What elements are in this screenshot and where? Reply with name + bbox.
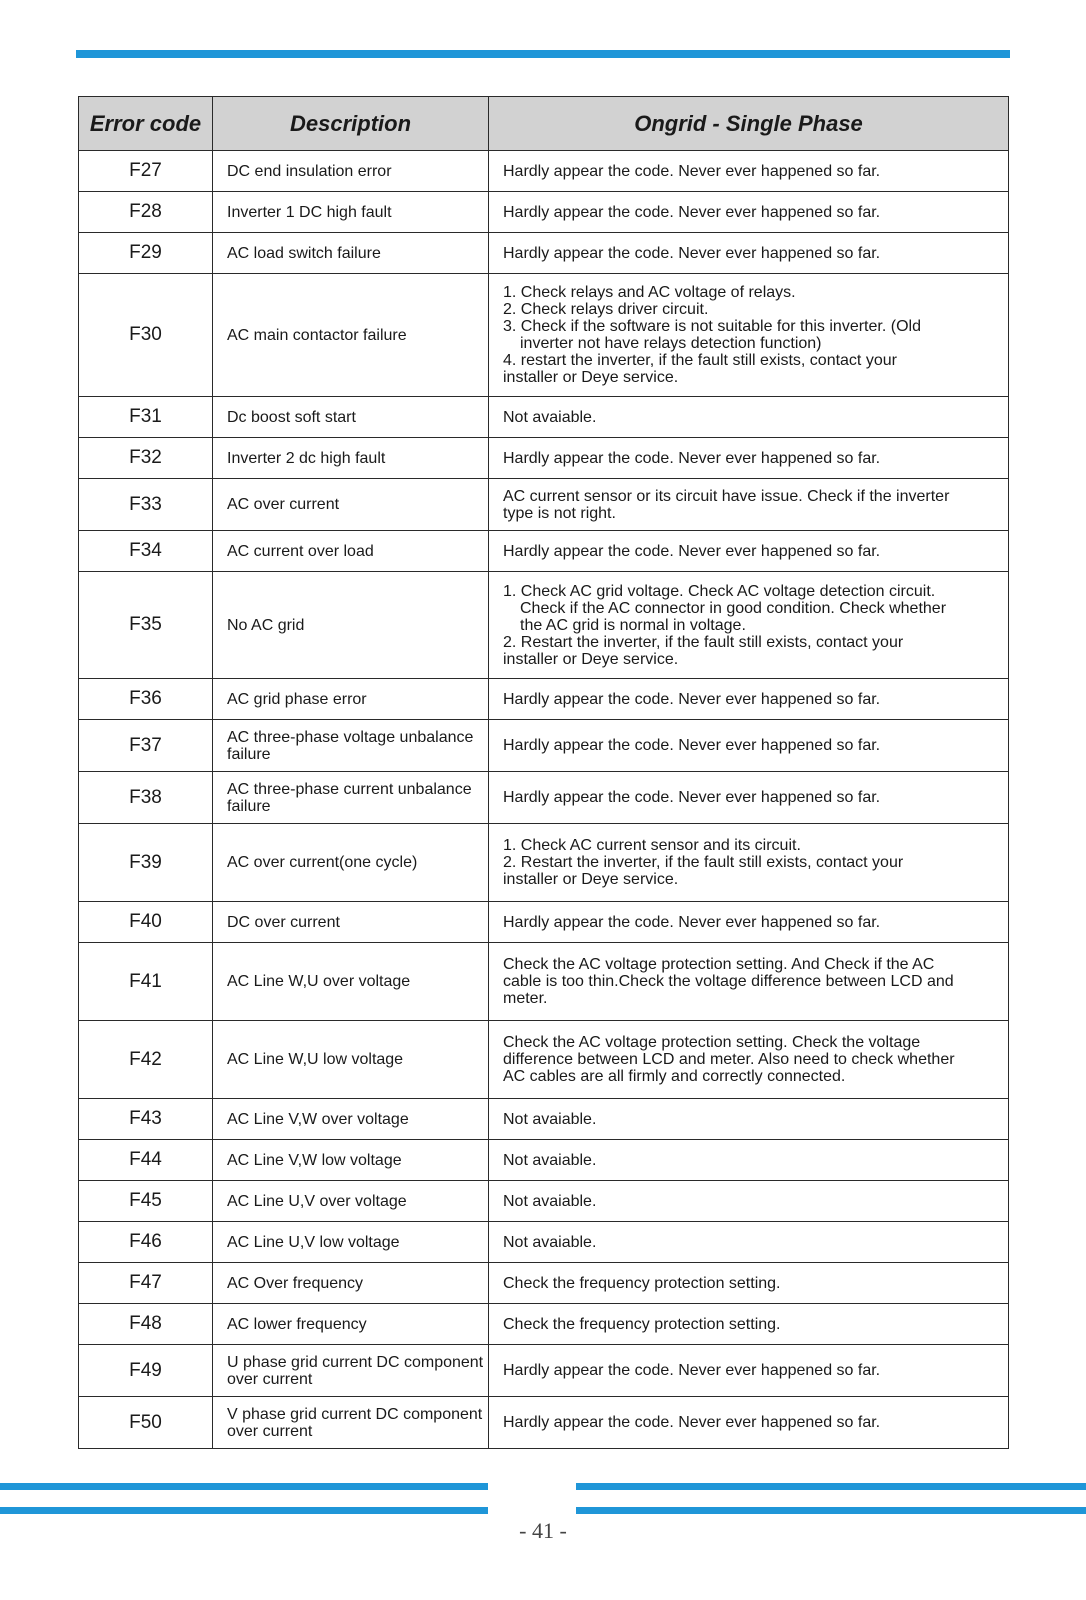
solution-line: difference between LCD and meter. Also need to check whether: [503, 1051, 955, 1068]
solution-cell: [489, 1397, 1009, 1449]
table-row: [79, 274, 1009, 397]
error-code-cell: F42: [79, 1021, 213, 1099]
table-row: [79, 1345, 1009, 1397]
table-row: [79, 1304, 1009, 1345]
table-row: [79, 824, 1009, 902]
error-code-cell: F41: [79, 943, 213, 1021]
description-cell: AC main contactor failure: [213, 274, 489, 397]
solution-cell: [489, 274, 1009, 397]
solution-line: Hardly appear the code. Never ever happened so far.: [503, 162, 881, 180]
description-cell: V phase grid current DC component over current: [213, 1397, 489, 1449]
header-ongrid-single-phase: Ongrid - Single Phase: [489, 97, 1009, 151]
table-row: [79, 1181, 1009, 1222]
solution-line: Hardly appear the code. Never ever happened so far.: [503, 690, 881, 708]
error-code-cell: F27: [79, 151, 213, 192]
solution-cell: [489, 1263, 1009, 1304]
header-error-code: Error code: [79, 97, 213, 151]
description-cell: AC lower frequency: [213, 1304, 489, 1345]
description-cell: AC three-phase voltage unbalance failure: [213, 720, 489, 772]
solution-line: AC cables are all firmly and correctly connected.: [503, 1068, 846, 1085]
error-code-cell: F39: [79, 824, 213, 902]
error-code-cell: F46: [79, 1222, 213, 1263]
table-row: [79, 1140, 1009, 1181]
solution-line: Hardly appear the code. Never ever happened so far.: [503, 1414, 881, 1431]
solution-line: Not avaiable.: [503, 1151, 597, 1169]
description-cell: AC Line V,W low voltage: [213, 1140, 489, 1181]
solution-line: installer or Deye service.: [503, 369, 679, 386]
solution-line: Check the AC voltage protection setting. And Check if the AC: [503, 956, 935, 973]
description-cell: DC end insulation error: [213, 151, 489, 192]
solution-line: 2. Check relays driver circuit.: [503, 301, 709, 318]
top-accent-bar: [76, 50, 1010, 58]
description-cell: AC Over frequency: [213, 1263, 489, 1304]
description-cell: Inverter 2 dc high fault: [213, 438, 489, 479]
description-cell: AC three-phase current unbalance failure: [213, 772, 489, 824]
description-cell: AC load switch failure: [213, 233, 489, 274]
description-cell: U phase grid current DC component over current: [213, 1345, 489, 1397]
solution-cell: [489, 531, 1009, 572]
error-code-cell: F33: [79, 479, 213, 531]
solution-line: 4. restart the inverter, if the fault still exists, contact your: [503, 352, 897, 369]
table-header-row: [79, 97, 1009, 151]
solution-line: installer or Deye service.: [503, 871, 679, 888]
description-cell: AC current over load: [213, 531, 489, 572]
solution-cell: [489, 479, 1009, 531]
solution-line: 1. Check relays and AC voltage of relays.: [503, 284, 796, 301]
table-row: [79, 1263, 1009, 1304]
footer-bar-left-upper: [0, 1483, 488, 1490]
error-code-cell: F29: [79, 233, 213, 274]
table-row: [79, 1222, 1009, 1263]
solution-cell: [489, 824, 1009, 902]
solution-cell: [489, 720, 1009, 772]
solution-line: Check the frequency protection setting.: [503, 1315, 781, 1333]
solution-line: 2. Restart the inverter, if the fault still exists, contact your: [503, 633, 904, 651]
solution-line: Hardly appear the code. Never ever happened so far.: [503, 737, 881, 754]
error-code-cell: F40: [79, 902, 213, 943]
solution-cell: [489, 397, 1009, 438]
solution-line: Not avaiable.: [503, 1110, 597, 1128]
solution-line: 1. Check AC grid voltage. Check AC voltage detection circuit.: [503, 582, 936, 600]
description-cell: AC Line W,U over voltage: [213, 943, 489, 1021]
solution-cell: [489, 192, 1009, 233]
solution-cell: [489, 679, 1009, 720]
error-code-cell: F50: [79, 1397, 213, 1449]
solution-line: meter.: [503, 990, 548, 1007]
error-code-cell: F45: [79, 1181, 213, 1222]
error-code-cell: F35: [79, 572, 213, 679]
description-cell: No AC grid: [213, 572, 489, 679]
table-row: [79, 572, 1009, 679]
error-code-cell: F49: [79, 1345, 213, 1397]
solution-line: Hardly appear the code. Never ever happened so far.: [503, 542, 881, 560]
solution-line: Hardly appear the code. Never ever happened so far.: [503, 244, 881, 262]
table-row: [79, 192, 1009, 233]
description-cell: AC Line U,V over voltage: [213, 1181, 489, 1222]
solution-line: Not avaiable.: [503, 1192, 597, 1210]
solution-line: type is not right.: [503, 504, 616, 522]
solution-cell: [489, 1021, 1009, 1099]
solution-line: inverter not have relays detection function): [520, 335, 822, 352]
table-row: [79, 151, 1009, 192]
solution-line: Not avaiable.: [503, 408, 597, 426]
error-code-table: [78, 96, 1009, 1449]
solution-line: AC current sensor or its circuit have issue. Check if the inverter: [503, 487, 950, 505]
solution-cell: [489, 902, 1009, 943]
error-code-cell: F38: [79, 772, 213, 824]
solution-line: Hardly appear the code. Never ever happened so far.: [503, 913, 881, 931]
table-row: [79, 479, 1009, 531]
solution-cell: [489, 1304, 1009, 1345]
table-row: [79, 902, 1009, 943]
solution-cell: [489, 1222, 1009, 1263]
error-code-cell: F48: [79, 1304, 213, 1345]
footer-bar-left-lower: [0, 1507, 488, 1514]
error-code-cell: F32: [79, 438, 213, 479]
solution-line: cable is too thin.Check the voltage difference between LCD and: [503, 973, 954, 990]
footer-bar-right-lower: [576, 1507, 1086, 1514]
description-cell: AC over current: [213, 479, 489, 531]
description-cell: Inverter 1 DC high fault: [213, 192, 489, 233]
error-code-cell: F34: [79, 531, 213, 572]
solution-line: 3. Check if the software is not suitable for this inverter. (Old: [503, 318, 921, 335]
solution-line: Hardly appear the code. Never ever happened so far.: [503, 203, 881, 221]
error-code-cell: F43: [79, 1099, 213, 1140]
table-row: [79, 943, 1009, 1021]
description-cell: DC over current: [213, 902, 489, 943]
table-row: [79, 1397, 1009, 1449]
table-row: [79, 1099, 1009, 1140]
header-description: Description: [213, 97, 489, 151]
solution-line: Hardly appear the code. Never ever happened so far.: [503, 449, 881, 467]
footer-bar-right-upper: [576, 1483, 1086, 1490]
solution-line: Hardly appear the code. Never ever happened so far.: [503, 789, 881, 806]
solution-cell: [489, 572, 1009, 679]
description-cell: AC Line W,U low voltage: [213, 1021, 489, 1099]
description-cell: AC over current(one cycle): [213, 824, 489, 902]
solution-cell: [489, 151, 1009, 192]
table-row: [79, 531, 1009, 572]
solution-line: Hardly appear the code. Never ever happened so far.: [503, 1362, 881, 1379]
page-number: - 41 -: [519, 1518, 567, 1543]
error-code-cell: F30: [79, 274, 213, 397]
solution-cell: [489, 1181, 1009, 1222]
table-row: [79, 772, 1009, 824]
solution-cell: [489, 233, 1009, 274]
description-cell: AC grid phase error: [213, 679, 489, 720]
solution-line: 1. Check AC current sensor and its circuit.: [503, 837, 801, 854]
solution-cell: [489, 772, 1009, 824]
table-row: [79, 679, 1009, 720]
solution-cell: [489, 1099, 1009, 1140]
solution-line: the AC grid is normal in voltage.: [520, 616, 746, 634]
description-cell: AC Line U,V low voltage: [213, 1222, 489, 1263]
solution-cell: [489, 438, 1009, 479]
solution-cell: [489, 1345, 1009, 1397]
error-code-cell: F31: [79, 397, 213, 438]
table-row: [79, 397, 1009, 438]
table-row: [79, 1021, 1009, 1099]
solution-line: Check if the AC connector in good condition. Check whether: [520, 599, 947, 617]
error-code-cell: F47: [79, 1263, 213, 1304]
description-cell: Dc boost soft start: [213, 397, 489, 438]
solution-line: Check the frequency protection setting.: [503, 1274, 781, 1292]
error-code-cell: F36: [79, 679, 213, 720]
table-row: [79, 438, 1009, 479]
error-code-cell: F28: [79, 192, 213, 233]
description-cell: AC Line V,W over voltage: [213, 1099, 489, 1140]
table-row: [79, 720, 1009, 772]
solution-cell: [489, 943, 1009, 1021]
error-code-cell: F37: [79, 720, 213, 772]
table-body: [79, 151, 1009, 1449]
solution-line: 2. Restart the inverter, if the fault still exists, contact your: [503, 854, 904, 871]
error-code-cell: F44: [79, 1140, 213, 1181]
table-row: [79, 233, 1009, 274]
solution-line: Not avaiable.: [503, 1233, 597, 1251]
solution-cell: [489, 1140, 1009, 1181]
solution-line: Check the AC voltage protection setting. Check the voltage: [503, 1034, 921, 1051]
solution-line: installer or Deye service.: [503, 650, 679, 668]
